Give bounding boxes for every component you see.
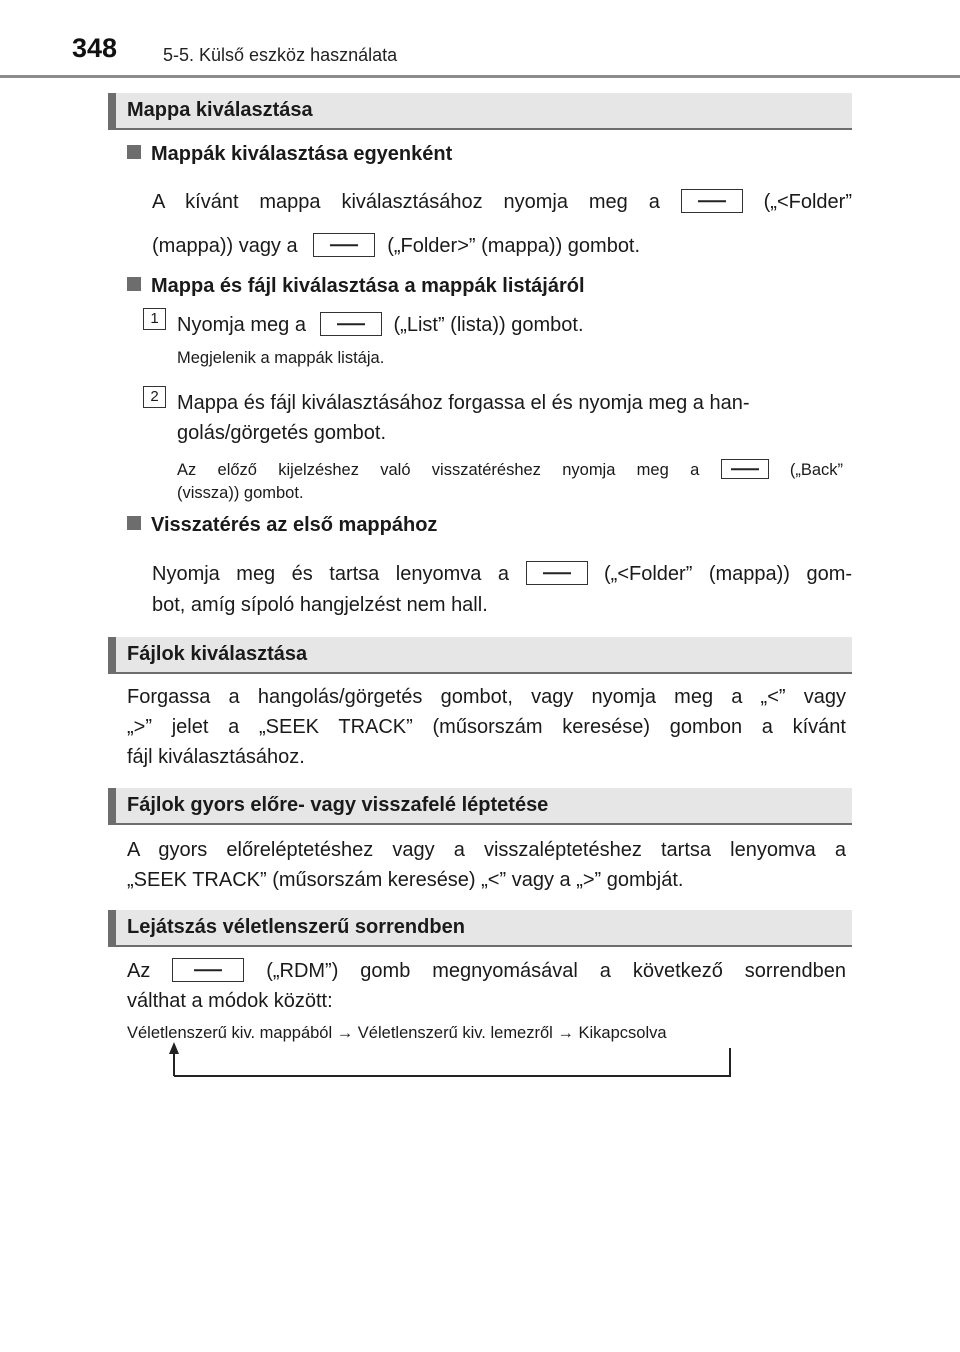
step-1-text [177,312,584,337]
text-fragment: („Back” [789,461,844,479]
back-to-first-line-2: bot, amíg sípoló hangjelzést nem hall. [152,594,488,616]
back-to-first-line-1 [152,561,852,586]
folder-prev-button-icon [681,189,743,213]
sub-heading-text: Mappa és fájl kiválasztása a mappák listájáról [151,275,585,297]
section-bar-random [108,910,852,947]
step-2-note-line-2: (vissza)) gombot. [177,484,304,502]
random-sequence: Véletlenszerű kiv. mappából → Véletlenszerű kiv. lemezről → Kikapcsolva [127,1024,667,1042]
one-by-one-line-2 [152,233,640,258]
section-title: Fájlok gyors előre- vagy visszafelé léptetése [127,794,549,816]
bullet-square-icon [127,277,141,291]
file-select-line-3: fájl kiválasztásához. [127,746,305,768]
file-select-line-2: „>” jelet a „SEEK TRACK” (műsorszám keresése) gombon a kívánt [127,716,846,738]
step-2-note-line-1 [177,459,843,480]
random-line-1 [127,958,846,983]
text-fragment: („Folder>” (mappa)) gombot. [387,235,641,257]
text-fragment: A kívánt mappa kiválasztásához nyomja meg a [152,191,660,213]
section-bar-fast-seek [108,788,852,825]
random-line-2: válthat a módok között: [127,990,333,1012]
fast-seek-line-1: A gyors előreléptetéshez vagy a visszaléptetéshez tartsa lenyomva a [127,839,846,861]
section-bar-folder-select [108,93,852,130]
bullet-square-icon [127,145,141,159]
one-by-one-line-1 [152,189,852,214]
header-rule [0,75,960,78]
page-number: 348 [72,33,118,63]
sub-heading-text: Mappák kiválasztása egyenként [151,143,453,165]
section-title: Lejátszás véletlenszerű sorrendben [127,916,465,938]
text-fragment: („<Folder” (mappa)) gom- [604,563,853,585]
folder-prev-button-icon [526,561,588,585]
text-fragment: („RDM”) gomb megnyomásával a következő sorrendben [266,960,846,982]
section-bar-file-select [108,637,852,674]
loop-back-arrow-icon [160,1040,740,1082]
fast-seek-line-2: „SEEK TRACK” (műsorszám keresése) „<” vagy a „>” gombját. [127,869,684,891]
step-2-number: 2 [143,386,166,408]
text-fragment: („<Folder” [763,191,852,213]
sub-heading-from-list [127,275,585,298]
text-fragment: Az előző kijelzéshez való visszatéréshez nyomja meg a [177,461,700,479]
bullet-square-icon [127,516,141,530]
text-fragment: Az [127,960,151,982]
folder-next-button-icon [313,233,375,257]
step-2-line-2: golás/görgetés gombot. [177,422,387,444]
sub-heading-back-to-first [127,514,437,537]
sub-heading-one-by-one [127,143,452,166]
text-fragment: Nyomja meg a [177,314,306,336]
rdm-button-icon [172,958,244,982]
text-fragment: (mappa)) vagy a [152,235,298,257]
chapter-title: 5-5. Külső eszköz használata [163,45,398,65]
text-fragment: („List” (lista)) gombot. [393,314,584,336]
step-2-line-1: Mappa és fájl kiválasztásához forgassa el és nyomja meg a han- [177,392,750,414]
text-fragment: Nyomja meg és tartsa lenyomva a [152,563,509,585]
back-button-icon [721,459,769,479]
section-title: Fájlok kiválasztása [127,643,308,665]
step-1-number: 1 [143,308,166,330]
step-1-note: Megjelenik a mappák listája. [177,349,385,367]
list-button-icon [320,312,382,336]
section-title: Mappa kiválasztása [127,99,313,121]
sub-heading-text: Visszatérés az első mappához [151,514,438,536]
file-select-line-1: Forgassa a hangolás/görgetés gombot, vagy nyomja meg a „<” vagy [127,686,846,708]
